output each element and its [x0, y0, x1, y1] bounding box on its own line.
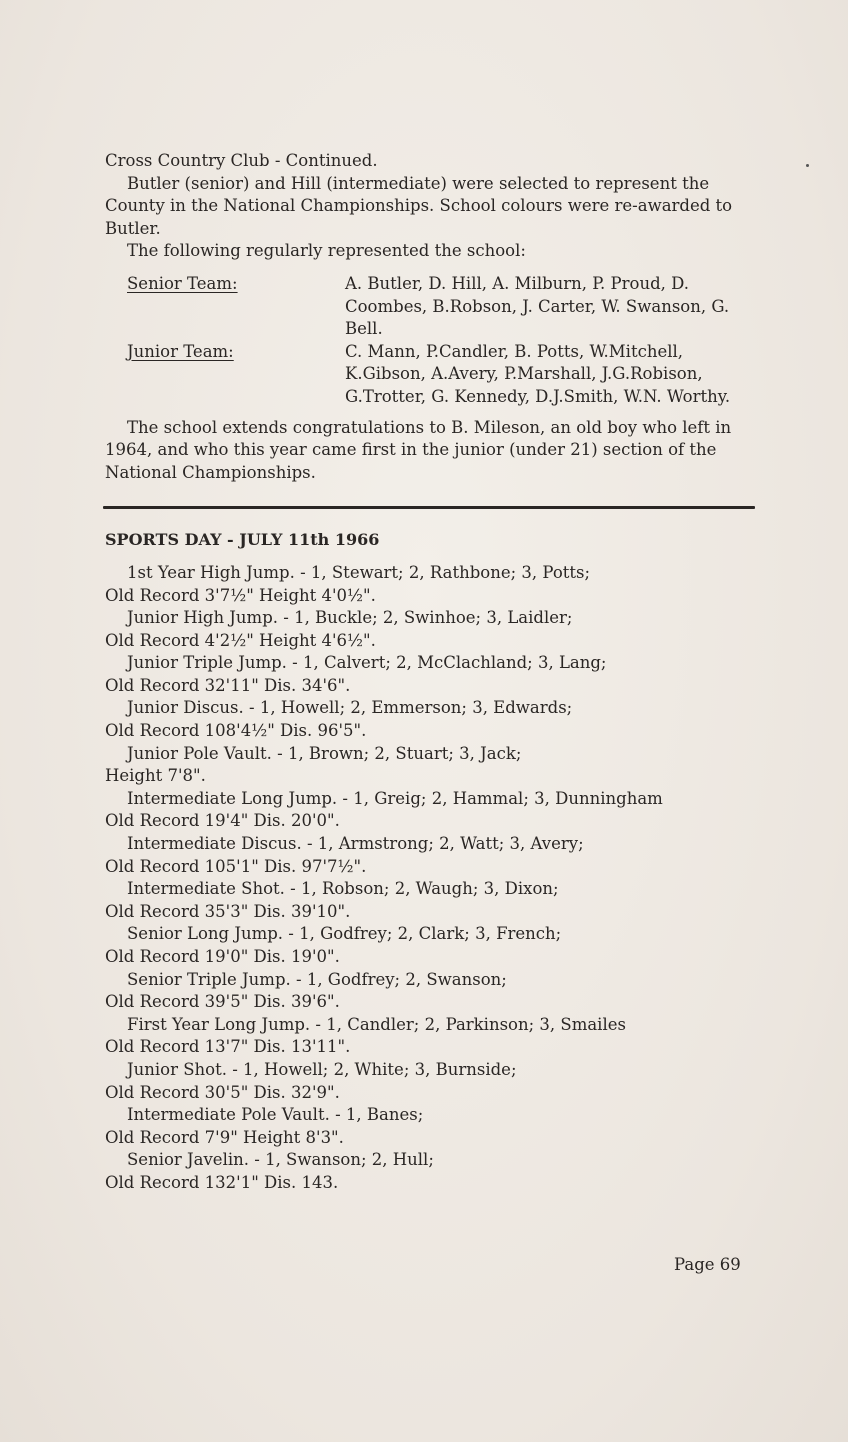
event-placings: First Year Long Jump. - 1, Candler; 2, Parkinson; 3, Smailes: [127, 1014, 626, 1034]
event-record: Old Record 105'1" Dis. 97'7½".: [105, 856, 367, 876]
event-result: [105, 923, 755, 968]
page-mark: [806, 164, 809, 167]
event-record: Height 7'8".: [105, 766, 206, 786]
event-placings: Intermediate Pole Vault. - 1, Banes;: [127, 1105, 424, 1125]
event-record: Old Record 108'4½" Dis. 96'5".: [105, 721, 367, 741]
event-record: Old Record 132'1" Dis. 143.: [105, 1172, 339, 1192]
event-result: [105, 607, 755, 652]
event-placings: Intermediate Long Jump. - 1, Greig; 2, Hammal; 3, Dunningham: [127, 788, 663, 808]
event-placings: Senior Long Jump. - 1, Godfrey; 2, Clark; 3, French;: [127, 924, 562, 944]
page-content: [105, 150, 755, 1195]
team-senior: [127, 273, 755, 341]
event-record: Old Record 7'9" Height 8'3".: [105, 1127, 344, 1147]
event-placings: Junior Discus. - 1, Howell; 2, Emmerson; 3, Edwards;: [127, 698, 573, 718]
event-result: [105, 743, 755, 788]
event-placings: Senior Triple Jump. - 1, Godfrey; 2, Swanson;: [127, 969, 507, 989]
event-result: [105, 1104, 755, 1149]
event-result: [105, 652, 755, 697]
event-result: [105, 833, 755, 878]
event-placings: 1st Year High Jump. - 1, Stewart; 2, Rathbone; 3, Potts;: [127, 562, 591, 582]
event-record: Old Record 32'11" Dis. 34'6".: [105, 675, 351, 695]
event-placings: Junior Shot. - 1, Howell; 2, White; 3, Burnside;: [127, 1059, 517, 1079]
event-placings: Junior High Jump. - 1, Buckle; 2, Swinhoe; 3, Laidler;: [127, 608, 573, 628]
event-result: [105, 1059, 755, 1104]
cross-country-heading: Cross Country Club - Continued.: [105, 151, 378, 170]
event-result: [105, 878, 755, 923]
event-record: Old Record 13'7" Dis. 13'11".: [105, 1037, 351, 1057]
sports-day-heading: SPORTS DAY - JULY 11th 1966: [105, 530, 380, 550]
event-record: Old Record 39'5" Dis. 39'6".: [105, 992, 340, 1012]
event-record: Old Record 19'0" Dis. 19'0".: [105, 947, 340, 966]
event-result: [105, 788, 755, 833]
team-label-senior: Senior Team:: [127, 273, 238, 293]
sports-day-results: [105, 562, 755, 1195]
team-members-senior: A. Butler, D. Hill, A. Milburn, P. Proud, D. Coombes, B.Robson, J. Carter, W. Swanson, G. Bell.: [345, 273, 730, 339]
event-placings: Junior Pole Vault. - 1, Brown; 2, Stuart; 3, Jack;: [127, 743, 522, 763]
event-record: Old Record 3'7½" Height 4'0½".: [105, 585, 376, 605]
event-placings: Senior Javelin. - 1, Swanson; 2, Hull;: [127, 1150, 434, 1170]
cross-country-para-selection: Butler (senior) and Hill (intermediate) were selected to represent the County in the National Championships. School colours were re-awarded to Butler.: [105, 173, 733, 238]
event-placings: Intermediate Discus. - 1, Armstrong; 2, Watt; 3, Avery;: [127, 834, 584, 854]
team-members-junior: C. Mann, P.Candler, B. Potts, W.Mitchell, K.Gibson, A.Avery, P.Marshall, J.G.Robison, G.Trotter, G. Kennedy, D.J.Smith, W.N. Worthy.: [345, 341, 731, 406]
event-record: Old Record 4'2½" Height 4'6½".: [105, 630, 376, 650]
page-number: Page 69: [674, 1255, 741, 1274]
cross-country-para-congratulations: The school extends congratulations to B. Mileson, an old boy who left in 1964, and who this year came first in the junior (under 21) section of the National Championships.: [105, 417, 732, 482]
event-result: [105, 697, 755, 742]
team-junior: [127, 341, 755, 409]
event-result: [105, 1149, 755, 1194]
event-record: Old Record 35'3" Dis. 39'10".: [105, 901, 351, 921]
event-record: Old Record 19'4" Dis. 20'0".: [105, 811, 340, 831]
event-placings: Intermediate Shot. - 1, Robson; 2, Waugh; 3, Dixon;: [127, 879, 559, 899]
event-record: Old Record 30'5" Dis. 32'9".: [105, 1082, 340, 1102]
event-result: [105, 1014, 755, 1059]
event-result: [105, 969, 755, 1014]
section-divider: [103, 506, 755, 509]
event-result: [105, 562, 755, 607]
event-placings: Junior Triple Jump. - 1, Calvert; 2, McClachland; 3, Lang;: [127, 653, 607, 673]
team-label-junior: Junior Team:: [127, 341, 234, 361]
cross-country-para-represented: The following regularly represented the school:: [127, 241, 526, 261]
team-list: [127, 273, 755, 409]
